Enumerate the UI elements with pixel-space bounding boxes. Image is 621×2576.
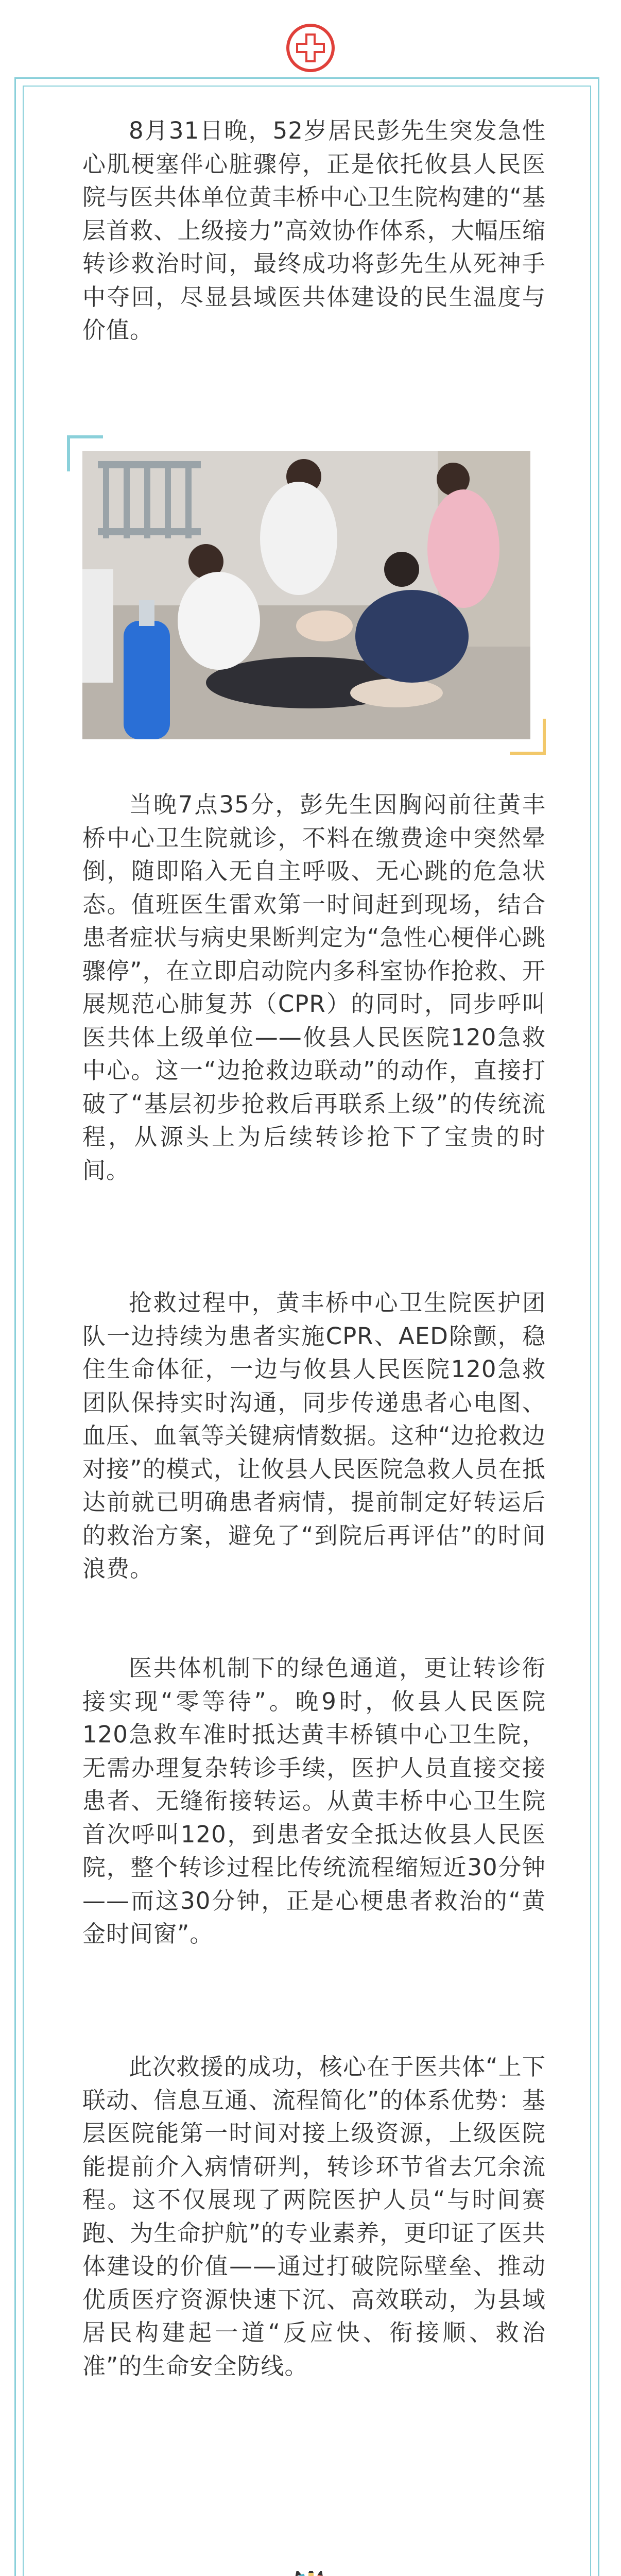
article-paragraph-3: 抢救过程中，黄丰桥中心卫生院医护团队一边持续为患者实施CPR、AED除颤，稳住生命体征，一边与攸县人民医院120急救团队保持实时沟通，同步传递患者心电图、血压、血氧等关键病情数据。这种“边抢救边对接”的模式，让攸县人民医院急救人员在抵达前就已明确患者病情，提前制定好转运后的救治方案，避免了“到院后再评估”的时间浪费。 [82, 1289, 546, 1582]
article-paragraph-2: 当晚7点35分，彭先生因胸闷前往黄丰桥中心卫生院就诊，不料在缴费途中突然晕倒，随即陷入无自主呼吸、无心跳的危急状态。值班医生雷欢第一时间赶到现场，结合患者症状与病史果断判定为“急性心梗伴心跳骤停”，在立即启动院内多科室协作抢救、开展规范心肺复苏（CPR）的同时，同步呼叫医共体上级单位——攸县人民医院120急救中心。这一“边抢救边联动”的动作，直接打破了“基层初步抢救后再联系上级”的传统流程，从源头上为后续转诊抢下了宝贵的时间。 [82, 791, 546, 1184]
medical-cross-icon [285, 20, 336, 76]
rescue-photo-frame [67, 435, 546, 755]
article-paragraph-4: 医共体机制下的绿色通道，更让转诊衔接实现“零等待”。晚9时，攸县人民医院120急救车准时抵达黄丰桥镇中心卫生院，无需办理复杂转诊手续，医护人员直接交接患者、无缝衔接转运。从黄丰桥中心卫生院首次呼叫120，到患者安全抵达攸县人民医院，整个转诊过程比传统流程缩短近30分钟——而这30分钟，正是心梗患者救治的“黄金时间窗”。 [82, 1654, 546, 1947]
pencil-cup-icon [285, 2571, 336, 2576]
rescue-scene-photo [82, 451, 530, 739]
article-paragraph-5: 此次救援的成功，核心在于医共体“上下联动、信息互通、流程简化”的体系优势：基层医院能第一时间对接上级资源，上级医院能提前介入病情研判，转诊环节省去冗余流程。这不仅展现了两院医护人员“与时间赛跑、为生命护航”的专业素养，更印证了医共体建设的价值——通过打破院际壁垒、推动优质医疗资源快速下沉、高效联动，为县域居民构建起一道“反应快、衔接顺、救治准”的生命安全防线。 [82, 2053, 546, 2380]
article-paragraph-1: 8月31日晚，52岁居民彭先生突发急性心肌梗塞伴心脏骤停，正是依托攸县人民医院与医共体单位黄丰桥中心卫生院构建的“基层首救、上级接力”高效协作体系，大幅压缩转诊救治时间，最终成功将彭先生从死神手中夺回，尽显县域医共体建设的民生温度与价值。 [82, 117, 546, 344]
